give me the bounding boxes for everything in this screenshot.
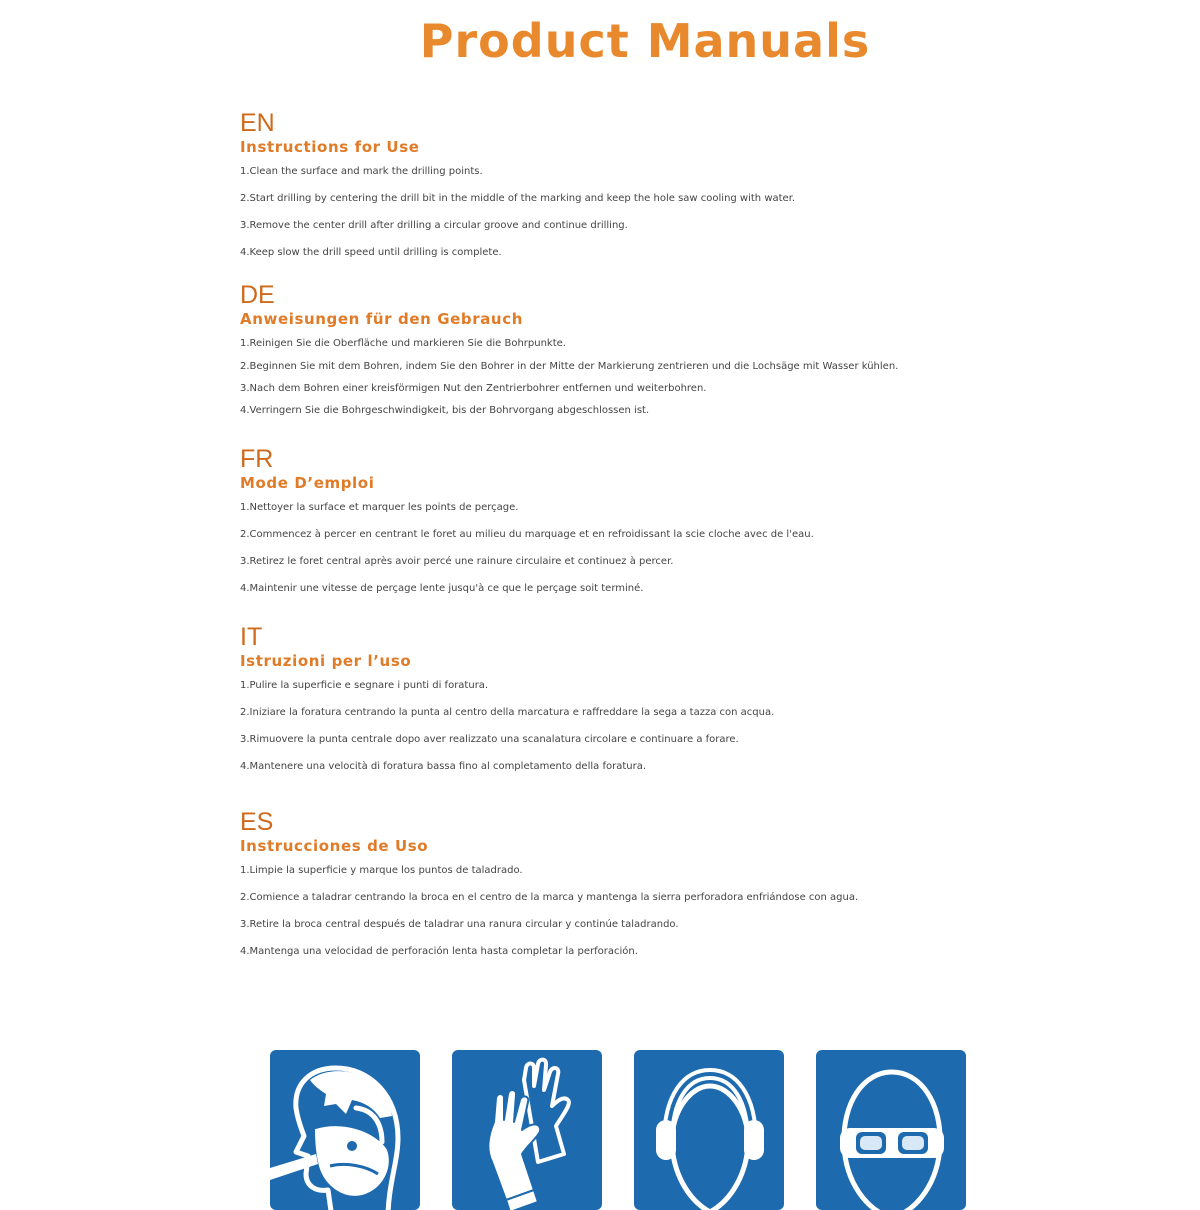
step-text: 4.Mantenga una velocidad de perforación lenta hasta completar la perforación. — [240, 946, 638, 957]
gloves-icon — [452, 1050, 602, 1210]
language-code: DE — [240, 281, 275, 309]
protective-gloves-sign-icon — [452, 1050, 602, 1210]
step-text: 4.Maintenir une vitesse de perçage lente jusqu'à ce que le perçage soit terminé. — [240, 583, 644, 594]
language-code: IT — [240, 623, 263, 651]
language-code: FR — [240, 445, 274, 473]
step-text: 2.Iniziare la foratura centrando la punta al centro della marcatura e raffreddare la sega a tazza con acqua. — [240, 707, 775, 718]
section-fr — [240, 445, 1000, 594]
safety-goggles-sign-icon — [816, 1050, 966, 1210]
section-heading: Mode D’emploi — [240, 474, 375, 492]
step-text: 2.Beginnen Sie mit dem Bohren, indem Sie den Bohrer in der Mitte der Markierung zentrieren und die Lochsäge mit Wasser kühlen. — [240, 361, 899, 372]
goggles-icon — [816, 1050, 966, 1210]
section-en — [240, 109, 1000, 258]
language-code: ES — [240, 808, 274, 836]
dust-mask-sign-icon — [270, 1050, 420, 1210]
step-text: 3.Retire la broca central después de taladrar una ranura circular y continúe taladrando. — [240, 919, 679, 930]
language-code: EN — [240, 109, 275, 137]
step-text: 1.Nettoyer la surface et marquer les points de perçage. — [240, 502, 519, 513]
section-heading: Anweisungen für den Gebrauch — [240, 310, 523, 328]
step-text: 4.Mantenere una velocità di foratura bassa fino al completamento della foratura. — [240, 761, 647, 772]
step-text: 1.Reinigen Sie die Oberfläche und markieren Sie die Bohrpunkte. — [240, 338, 566, 349]
dust-mask-icon — [270, 1050, 420, 1210]
section-heading: Instructions for Use — [240, 138, 420, 156]
section-de — [240, 281, 1000, 416]
step-text: 3.Remove the center drill after drilling a circular groove and continue drilling. — [240, 220, 628, 231]
ear-protection-sign-icon — [634, 1050, 784, 1210]
step-text: 4.Keep slow the drill speed until drilling is complete. — [240, 247, 502, 258]
step-text: 1.Clean the surface and mark the drilling points. — [240, 166, 483, 177]
section-es — [240, 808, 1000, 957]
section-it — [240, 623, 1000, 772]
earmuffs-icon — [634, 1050, 784, 1210]
step-text: 2.Start drilling by centering the drill bit in the middle of the marking and keep the hole saw cooling with water. — [240, 193, 796, 204]
step-text: 3.Rimuovere la punta centrale dopo aver realizzato una scanalatura circolare e continuare a forare. — [240, 734, 739, 745]
step-text: 3.Retirez le foret central après avoir percé une rainure circulaire et continuez à percer. — [240, 556, 674, 567]
step-text: 1.Limpie la superficie y marque los puntos de taladrado. — [240, 865, 523, 876]
safety-signs-row — [270, 1050, 970, 1210]
page-title: Product Manuals — [419, 14, 871, 68]
section-heading: Instrucciones de Uso — [240, 837, 429, 855]
section-heading: Istruzioni per l’uso — [240, 652, 412, 670]
step-text: 3.Nach dem Bohren einer kreisförmigen Nut den Zentrierbohrer entfernen und weiterbohren. — [240, 383, 707, 394]
step-text: 2.Comience a taladrar centrando la broca en el centro de la marca y mantenga la sierra perforadora enfriándose con agua. — [240, 892, 859, 903]
step-text: 2.Commencez à percer en centrant le foret au milieu du marquage et en refroidissant la scie cloche avec de l'eau. — [240, 529, 814, 540]
step-text: 1.Pulire la superficie e segnare i punti di foratura. — [240, 680, 489, 691]
step-text: 4.Verringern Sie die Bohrgeschwindigkeit, bis der Bohrvorgang abgeschlossen ist. — [240, 405, 650, 416]
